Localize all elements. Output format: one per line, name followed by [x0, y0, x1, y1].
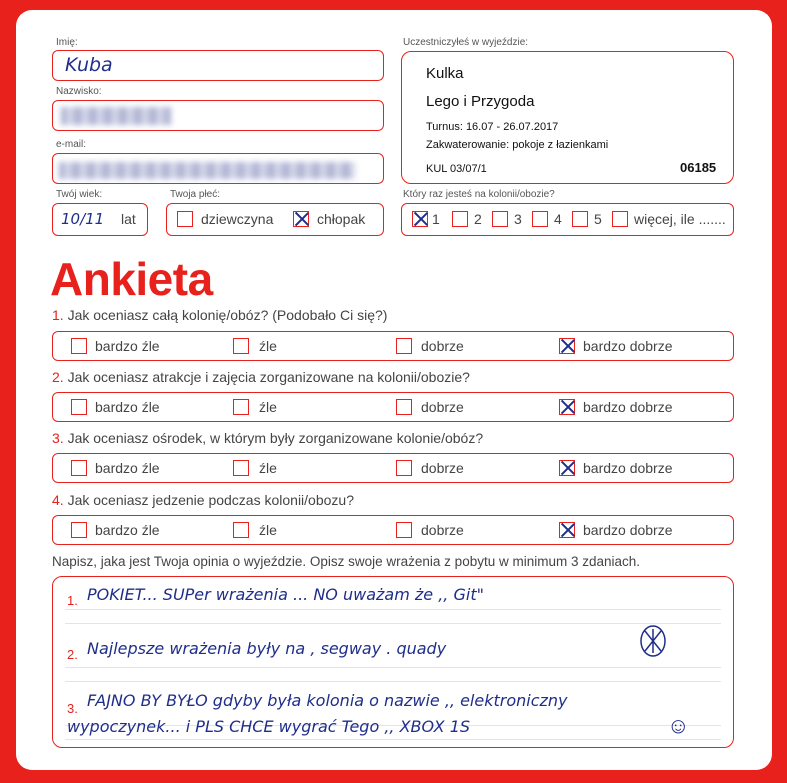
imie-value: Kuba: [65, 54, 113, 76]
wiek-value: 10/11: [61, 210, 105, 228]
q4-option-bardzo-zle: bardzo źle: [95, 522, 160, 538]
wiek-unit: lat: [121, 211, 136, 227]
q1-checkbox-dobrze[interactable]: [396, 338, 412, 354]
question-3-text: Jak oceniasz ośrodek, w którym były zorganizowane kolonie/obóz?: [67, 430, 484, 446]
q1-checkbox-bardzo-zle[interactable]: [71, 338, 87, 354]
q4-checkbox-dobrze[interactable]: [396, 522, 412, 538]
opinion-3-text: FAJNO BY BYŁO gdyby była kolonia o nazwie ,, elektroniczny: [87, 691, 568, 710]
q3-option-bardzo-dobrze: bardzo dobrze: [583, 460, 673, 476]
checkbox-ktory-wiecej[interactable]: [612, 211, 628, 227]
nazwisko-field[interactable]: [52, 100, 384, 131]
camp-code: KUL 03/07/1: [426, 163, 487, 175]
q3-option-dobrze: dobrze: [421, 460, 464, 476]
answer-rule: [65, 667, 721, 668]
q4-checkbox-zle[interactable]: [233, 522, 249, 538]
q4-option-bardzo-dobrze: bardzo dobrze: [583, 522, 673, 538]
opinion-3-continuation: wypoczynek... i PLS CHCE wygrać Tego ,, XBOX 1S: [67, 717, 471, 736]
ktory-option-1: 1: [432, 211, 440, 227]
email-field[interactable]: [52, 153, 384, 184]
opinion-1-number: 1.: [67, 593, 78, 608]
opinion-2-text: Najlepsze wrażenia były na , segway . quady: [87, 639, 447, 658]
camp-turnus: Turnus: 16.07 - 26.07.2017: [426, 121, 559, 133]
q3-checkbox-dobrze[interactable]: [396, 460, 412, 476]
q2-checkbox-zle[interactable]: [233, 399, 249, 415]
checkbox-chlopak[interactable]: [293, 211, 309, 227]
checkbox-ktory-4[interactable]: [532, 211, 548, 227]
ktory-option-3: 3: [514, 211, 522, 227]
q4-checkbox-bardzo-zle[interactable]: [71, 522, 87, 538]
question-3-number: 3.: [52, 430, 64, 446]
q3-checkbox-zle[interactable]: [233, 460, 249, 476]
opinion-prompt: Napisz, jaka jest Twoja opinia o wyjeździe. Opisz swoje wrażenia z pobytu w minimum 3 zdaniach.: [52, 554, 641, 569]
plec-label: Twoja płeć:: [170, 189, 221, 200]
checkbox-ktory-2[interactable]: [452, 211, 468, 227]
nazwisko-label: Nazwisko:: [56, 86, 102, 97]
question-2-options: [52, 392, 734, 422]
question-4-text: Jak oceniasz jedzenie podczas kolonii/obozu?: [67, 492, 354, 508]
camp-program: Lego i Przygoda: [426, 93, 535, 110]
ktory-option-5: 5: [594, 211, 602, 227]
q2-option-zle: źle: [259, 399, 277, 415]
q4-option-zle: źle: [259, 522, 277, 538]
question-4-options: [52, 515, 734, 545]
checkbox-ktory-1[interactable]: [412, 211, 428, 227]
q3-checkbox-bardzo-zle[interactable]: [71, 460, 87, 476]
redacted-email: [59, 162, 355, 179]
question-4: [52, 492, 354, 508]
opinion-2-number: 2.: [67, 647, 78, 662]
question-2-text: Jak oceniasz atrakcje i zajęcia zorganizowane na kolonii/obozie?: [67, 369, 470, 385]
question-1-number: 1.: [52, 307, 64, 323]
ktory-field: [401, 203, 734, 236]
q2-checkbox-bardzo-dobrze[interactable]: [559, 399, 575, 415]
smiley-icon: ☺: [667, 713, 690, 738]
survey-title: Ankieta: [50, 253, 213, 305]
q3-option-zle: źle: [259, 460, 277, 476]
q3-checkbox-bardzo-dobrze[interactable]: [559, 460, 575, 476]
answer-rule: [65, 609, 721, 610]
wiek-label: Twój wiek:: [56, 189, 103, 200]
q2-option-dobrze: dobrze: [421, 399, 464, 415]
plec-field: [166, 203, 384, 236]
q1-option-zle: źle: [259, 338, 277, 354]
question-3-options: [52, 453, 734, 483]
quad-doodle-icon: [637, 623, 669, 659]
q2-checkbox-dobrze[interactable]: [396, 399, 412, 415]
question-1-text: Jak oceniasz całą kolonię/obóz? (Podobało Ci się?): [67, 307, 388, 323]
question-1: [52, 307, 387, 323]
camp-name: Kulka: [426, 65, 464, 82]
answer-rule: [65, 739, 721, 740]
checkbox-ktory-3[interactable]: [492, 211, 508, 227]
question-4-number: 4.: [52, 492, 64, 508]
opinion-answer-box[interactable]: [52, 576, 734, 748]
email-label: e-mail:: [56, 139, 87, 150]
answer-rule: [65, 681, 721, 682]
q2-option-bardzo-dobrze: bardzo dobrze: [583, 399, 673, 415]
redacted-surname: [61, 107, 171, 125]
plec-option-chlopak: chłopak: [317, 211, 366, 227]
opinion-3-number: 3.: [67, 701, 78, 716]
question-3: [52, 430, 483, 446]
checkbox-dziewczyna[interactable]: [177, 211, 193, 227]
ktory-option-2: 2: [474, 211, 482, 227]
q2-checkbox-bardzo-zle[interactable]: [71, 399, 87, 415]
q1-option-bardzo-dobrze: bardzo dobrze: [583, 338, 673, 354]
camp-zakwaterowanie: Zakwaterowanie: pokoje z łazienkami: [426, 139, 609, 151]
question-2-number: 2.: [52, 369, 64, 385]
wiek-field[interactable]: [52, 203, 148, 236]
imie-label: Imię:: [56, 37, 78, 48]
q2-option-bardzo-zle: bardzo źle: [95, 399, 160, 415]
camp-card: [401, 51, 734, 184]
checkbox-ktory-5[interactable]: [572, 211, 588, 227]
uczestnik-label: Uczestniczyłeś w wyjeździe:: [403, 37, 529, 48]
question-1-options: [52, 331, 734, 361]
q1-option-bardzo-zle: bardzo źle: [95, 338, 160, 354]
q4-option-dobrze: dobrze: [421, 522, 464, 538]
q1-checkbox-bardzo-dobrze[interactable]: [559, 338, 575, 354]
ktory-label: Który raz jesteś na kolonii/obozie?: [403, 189, 555, 200]
ktory-option-wiecej: więcej, ile .......: [634, 211, 726, 227]
q3-option-bardzo-zle: bardzo źle: [95, 460, 160, 476]
q1-option-dobrze: dobrze: [421, 338, 464, 354]
answer-rule: [65, 623, 721, 624]
question-2: [52, 369, 470, 385]
plec-option-dziewczyna: dziewczyna: [201, 211, 274, 227]
ktory-option-4: 4: [554, 211, 562, 227]
opinion-1-text: POKIET... SUPer wrażenia ... NO uważam że ,, Git": [87, 585, 484, 604]
q1-checkbox-zle[interactable]: [233, 338, 249, 354]
camp-number: 06185: [680, 160, 717, 175]
imie-field[interactable]: [52, 50, 384, 81]
q4-checkbox-bardzo-dobrze[interactable]: [559, 522, 575, 538]
